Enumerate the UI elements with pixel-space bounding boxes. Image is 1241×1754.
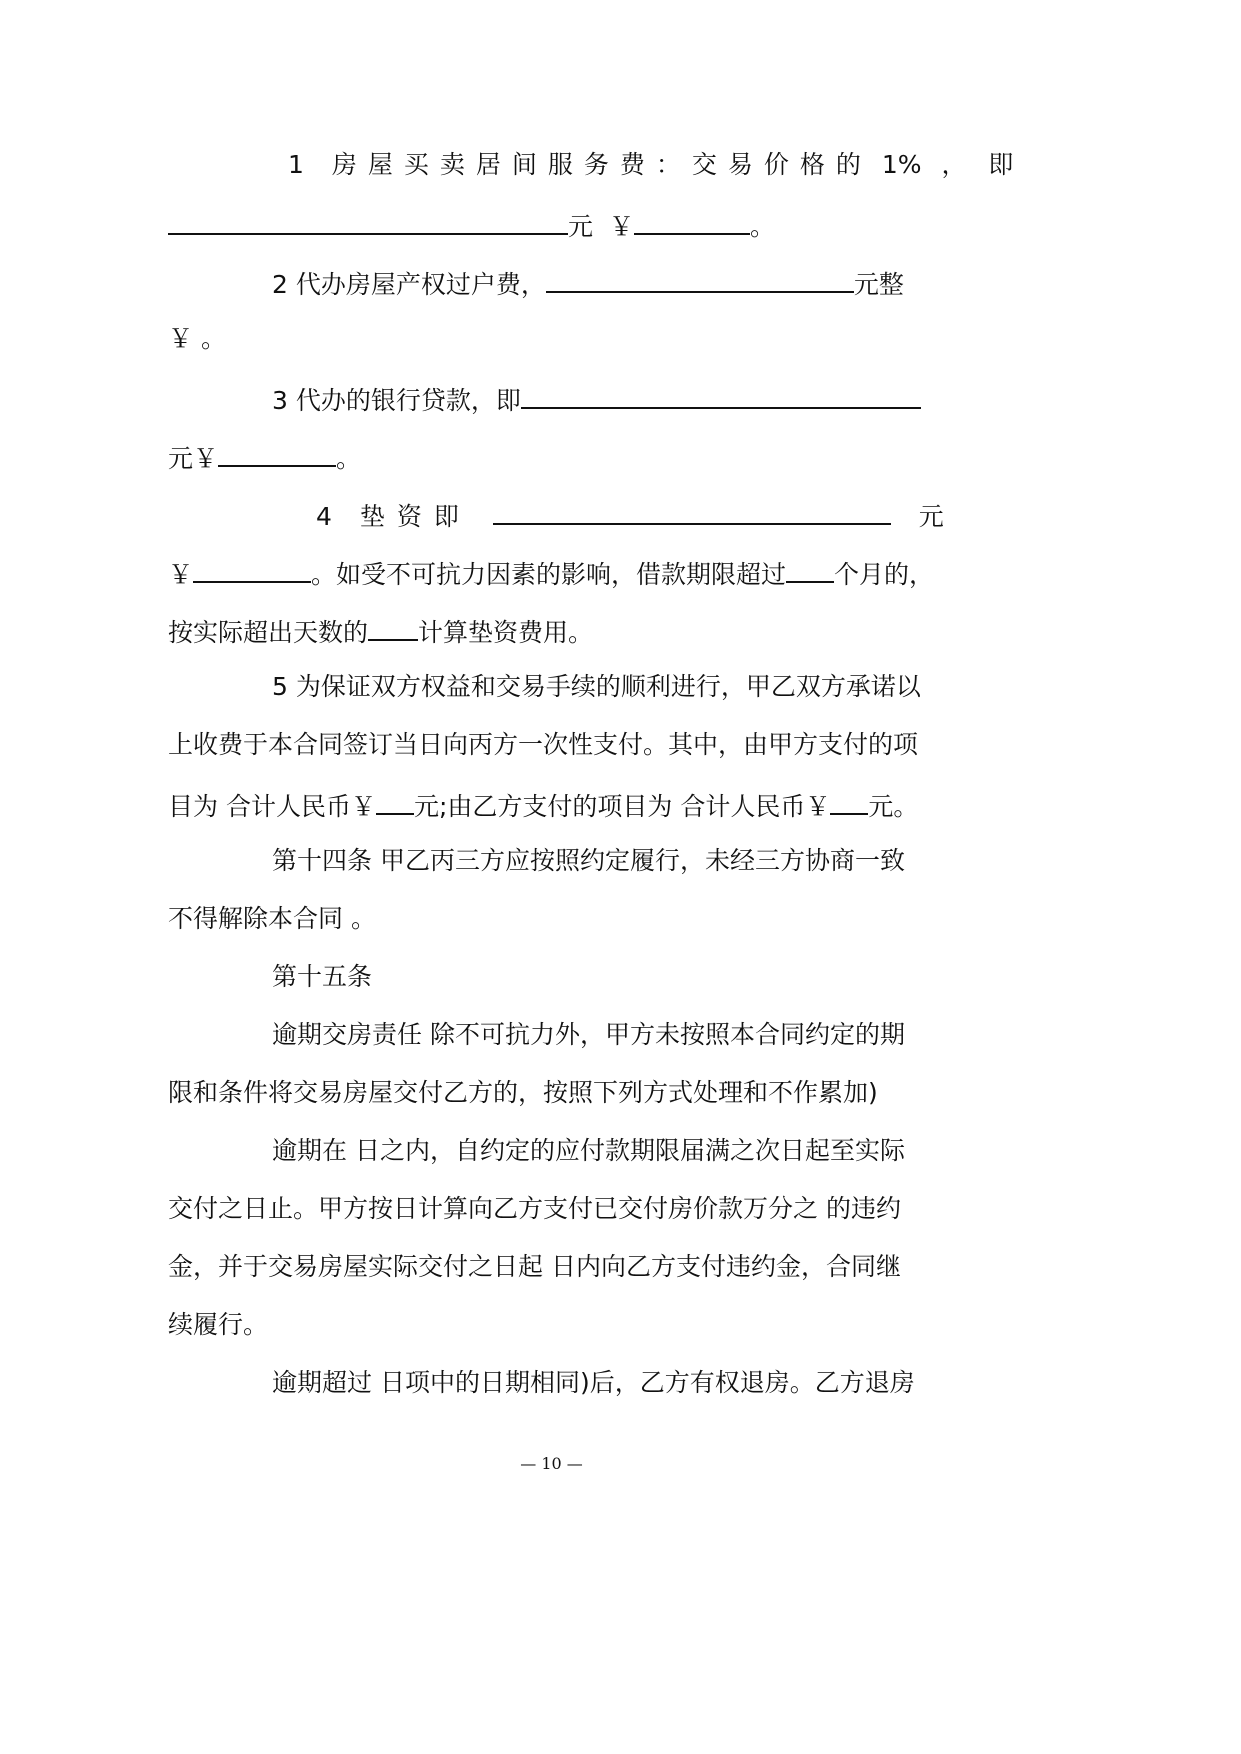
overdue-within-text-4: 续履行。 — [168, 1310, 269, 1339]
fee-item-1-ji: 即 — [988, 150, 1014, 179]
fee-item-3-text: 3 代办的银行贷款，即 — [272, 386, 521, 415]
fee-item-2-line-2 — [168, 319, 226, 359]
advance-yen-blank[interactable] — [193, 551, 311, 583]
fee-item-1-number: 1 — [288, 150, 304, 179]
fee-item-1-end: 。 — [749, 212, 775, 241]
page-number: — 10 — — [520, 1454, 583, 1473]
overdue-within-line-3 — [168, 1247, 901, 1287]
article-14-text-1: 第十四条 甲乙丙三方应按照约定履行，未经三方协商一致 — [272, 846, 905, 875]
overdue-within-text-2: 交付之日止。甲方按日计算向乙方支付已交付房价款万分之 的违约 — [168, 1194, 901, 1223]
article-14-text-2: 不得解除本合同 。 — [168, 904, 376, 933]
loan-yen-blank[interactable] — [218, 435, 336, 467]
fee-item-3-line-2 — [168, 435, 361, 475]
fee-item-1-line-1 — [288, 145, 1013, 185]
overdue-within-line-1 — [272, 1131, 905, 1171]
fee-item-1-unit: 元 — [568, 212, 594, 241]
fee-item-5-line-2 — [168, 725, 918, 765]
article-15-title-text: 第十五条 — [272, 962, 373, 991]
fee-item-2-line-1 — [272, 261, 904, 301]
overdue-within-text-3: 金，并于交易房屋实际交付之日起 日内向乙方支付违约金，合同继 — [168, 1252, 901, 1281]
fee-item-3-end: 。 — [336, 444, 362, 473]
fee-item-4-months: 个月的， — [834, 560, 935, 589]
fee-item-4-calc-text: 计算垫资费用。 — [418, 618, 594, 647]
fee-amount-blank[interactable] — [168, 203, 568, 235]
fee-item-4-unit: 元 — [918, 502, 944, 531]
fee-item-1-yen: ￥ — [608, 212, 634, 241]
fee-item-2-unit: 元整 — [853, 270, 904, 299]
overdue-within-line-4 — [168, 1305, 268, 1345]
fee-item-5-text-3a: 目为 合计人民币￥ — [168, 792, 376, 821]
fee-item-5-line-3 — [168, 783, 918, 823]
fee-item-3-unit: 元￥ — [168, 444, 219, 473]
fee-item-1-text: 房屋买卖居间服务费：交易价格的 — [331, 150, 872, 179]
fee-item-2-text: 2 代办房屋产权过户费， — [272, 270, 546, 299]
fee-item-5-text-3b: 元;由乙方支付的项目为 合计人民币￥ — [413, 792, 831, 821]
article-15-line-1 — [272, 1015, 905, 1055]
article-15-text-1: 逾期交房责任 除不可抗力外，甲方未按照本合同约定的期 — [272, 1020, 905, 1049]
fee-item-1-comma: ， — [941, 150, 967, 179]
article-14-line-1 — [272, 841, 905, 881]
transfer-fee-blank[interactable] — [546, 261, 854, 293]
fee-item-4-line-3 — [168, 609, 593, 649]
loan-months-blank[interactable] — [786, 551, 834, 583]
fee-item-5-text-2: 上收费于本合同签订当日向丙方一次性支付。其中，由甲方支付的项 — [168, 730, 919, 759]
overdue-within-line-2 — [168, 1189, 901, 1229]
article-14-line-2 — [168, 899, 376, 939]
fee-item-4-text: 垫资即 — [359, 502, 471, 531]
fee-item-5-text-1: 5 为保证双方权益和交易手续的顺利进行，甲乙双方承诺以 — [272, 672, 921, 701]
fee-item-4-number: 4 — [316, 502, 332, 531]
fee-item-4-mid: 。如受不可抗力因素的影响，借款期限超过 — [311, 560, 787, 589]
fee-yen-blank[interactable] — [634, 203, 750, 235]
fee-item-2-yen: ￥ 。 — [168, 324, 226, 353]
article-15-line-2 — [168, 1073, 878, 1113]
fee-item-1-percent: 1% — [881, 150, 922, 179]
fee-item-3-line-1 — [272, 377, 921, 417]
fee-item-1-line-2 — [168, 203, 775, 243]
advance-amount-blank[interactable] — [493, 493, 891, 525]
loan-amount-blank[interactable] — [521, 377, 921, 409]
fee-item-4-line-1 — [316, 493, 944, 533]
overdue-within-text-1: 逾期在 日之内，自约定的应付款期限届满之次日起至实际 — [272, 1136, 905, 1165]
fee-item-4-days-text: 按实际超出天数的 — [168, 618, 369, 647]
party-b-total-blank[interactable] — [830, 783, 868, 815]
party-a-total-blank[interactable] — [376, 783, 414, 815]
article-15-text-2: 限和条件将交易房屋交付乙方的，按照下列方式处理和不作累加) — [168, 1078, 878, 1107]
fee-item-4-yen: ￥ — [168, 560, 194, 589]
fee-item-5-line-1 — [272, 667, 921, 707]
excess-rate-blank[interactable] — [368, 609, 418, 641]
fee-item-4-line-2 — [168, 551, 934, 591]
article-15-title — [272, 957, 372, 997]
fee-item-5-text-3c: 元。 — [868, 792, 919, 821]
overdue-exceed-line-1 — [272, 1363, 915, 1403]
overdue-exceed-text-1: 逾期超过 日项中的日期相同)后，乙方有权退房。乙方退房 — [272, 1368, 915, 1397]
